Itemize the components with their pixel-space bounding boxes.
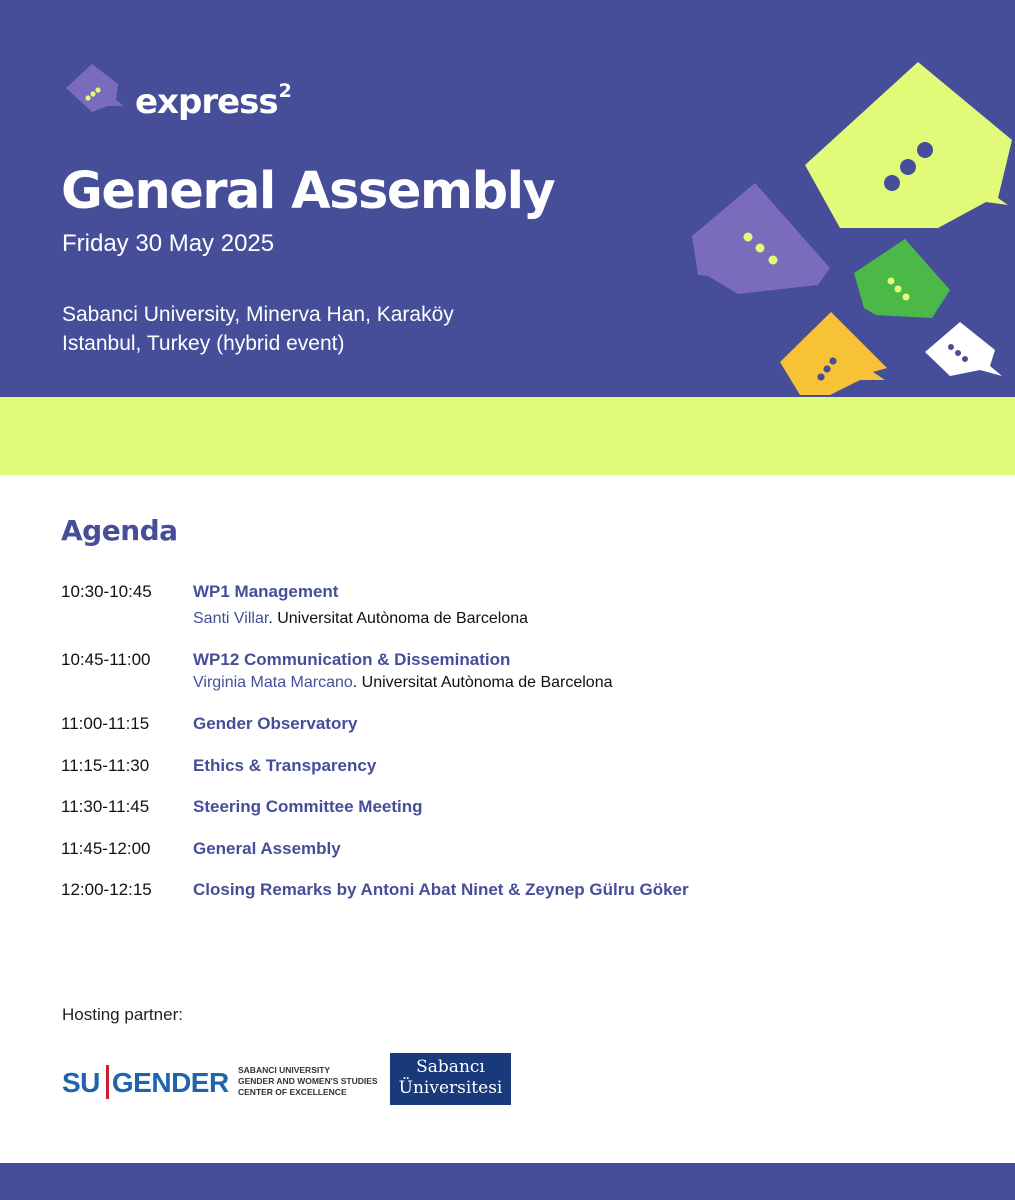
agenda-session-title: Gender Observatory	[193, 714, 358, 733]
sugender-logo	[62, 1063, 382, 1103]
sugender-divider	[106, 1065, 109, 1099]
hosting-partner-label: Hosting partner:	[62, 1005, 183, 1024]
venue-line-1: Sabanci University, Minerva Han, Karaköy	[62, 303, 454, 326]
agenda-speaker	[193, 610, 528, 628]
lime-speech-bubble-icon	[805, 62, 1012, 228]
agenda-time: 11:45-12:00	[61, 839, 151, 858]
closing-speakers: Antoni Abat Ninet & Zeynep Gülru Göker	[356, 880, 689, 899]
agenda-time: 11:00-11:15	[61, 714, 150, 733]
agenda-session-title	[193, 880, 689, 900]
header-banner	[0, 0, 1015, 397]
agenda-session-title: WP1 Management	[193, 582, 339, 601]
agenda-session-title: General Assembly	[193, 839, 341, 858]
agenda-heading: Agenda	[61, 514, 178, 547]
express2-logo	[62, 62, 342, 122]
speaker-name: Virginia Mata Marcano	[193, 674, 353, 691]
speaker-name: Santi Villar	[193, 610, 269, 627]
yellow-speech-bubble-icon	[780, 312, 887, 395]
closing-remarks-label: Closing Remarks by	[193, 880, 357, 899]
agenda-time: 11:15-11:30	[61, 756, 150, 775]
agenda-time: 10:45-11:00	[61, 650, 151, 669]
purple-speech-bubble-icon	[692, 183, 830, 294]
speaker-affiliation: . Universitat Autònoma de Barcelona	[268, 610, 529, 627]
speech-bubble-logo-icon	[62, 62, 128, 114]
lime-divider-band	[0, 397, 1015, 475]
event-venue	[62, 300, 454, 358]
speech-bubbles-illustration	[680, 50, 1015, 397]
agenda-time: 11:30-11:45	[61, 797, 150, 816]
agenda-time: 12:00-12:15	[61, 880, 152, 899]
green-speech-bubble-icon	[854, 239, 950, 318]
agenda-session-title: WP12 Communication & Dissemination	[193, 650, 511, 669]
sugender-subtitle: SABANCI UNIVERSITY GENDER AND WOMEN'S STUDIES CENTER OF EXCELLENCE	[238, 1065, 378, 1097]
sugender-wordmark: SU GENDER	[62, 1067, 229, 1098]
logo-wordmark: express$^2$	[135, 79, 291, 122]
sabanci-university-logo	[390, 1053, 511, 1105]
sabanci-logo-line1: Sabancı	[416, 1057, 485, 1077]
venue-line-2: Istanbul, Turkey (hybrid event)	[62, 332, 345, 355]
white-speech-bubble-icon	[925, 322, 1002, 376]
speaker-affiliation: . Universitat Autònoma de Barcelona	[352, 674, 613, 691]
agenda-session-title: Ethics & Transparency	[193, 756, 377, 775]
footer-band	[0, 1163, 1015, 1200]
page-title: General Assembly	[61, 162, 555, 221]
event-date: Friday 30 May 2025	[62, 230, 275, 257]
agenda-speaker	[193, 674, 612, 692]
sabanci-logo-line2: Üniversitesi	[398, 1078, 503, 1098]
agenda-session-title: Steering Committee Meeting	[193, 797, 423, 816]
agenda-time: 10:30-10:45	[61, 582, 152, 601]
